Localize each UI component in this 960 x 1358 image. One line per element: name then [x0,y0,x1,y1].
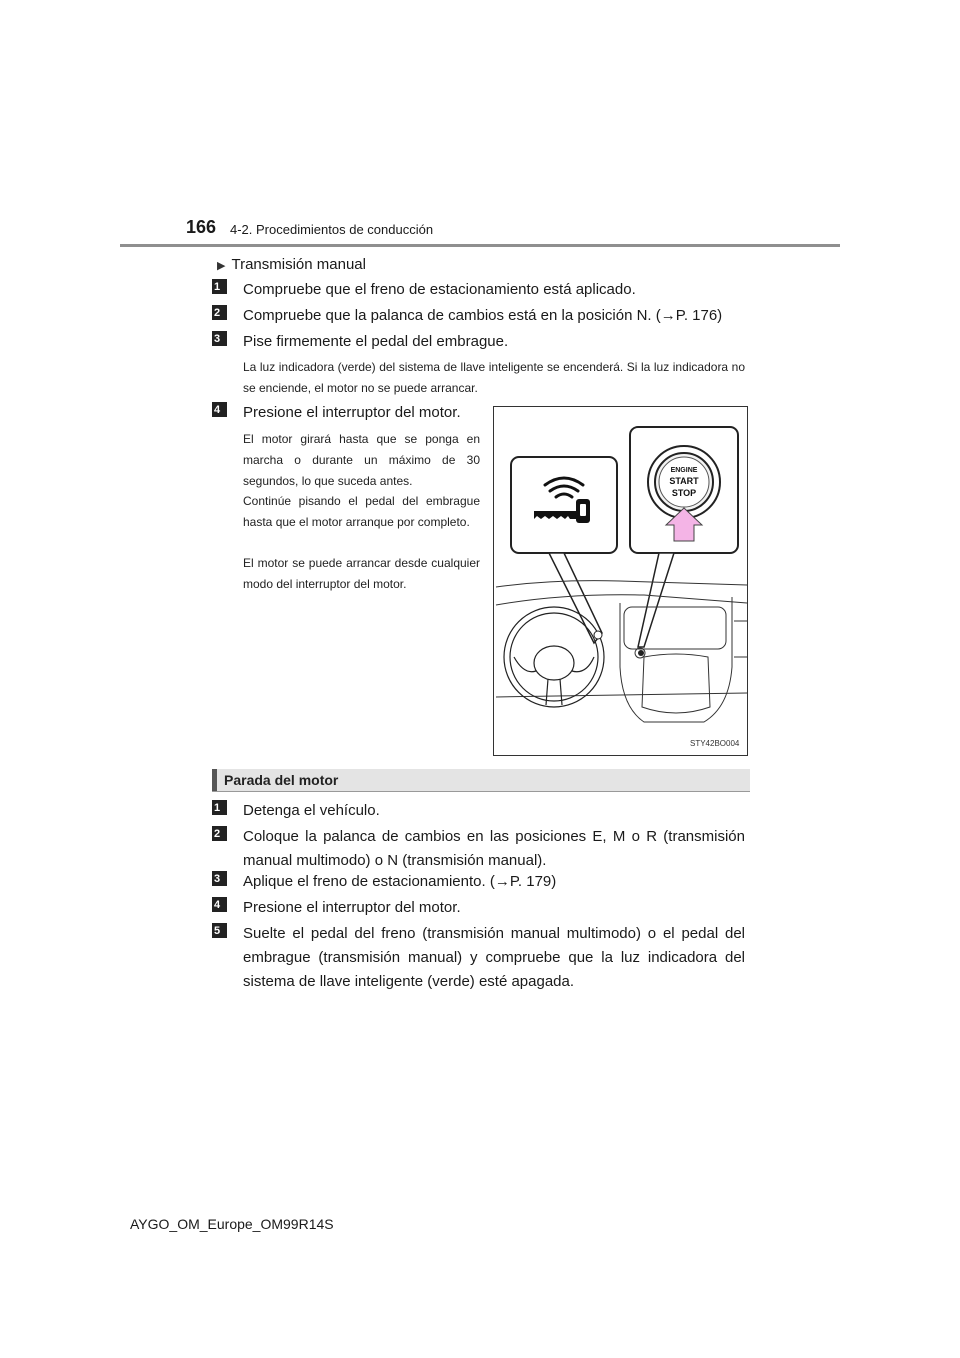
engine-switch-illustration [493,406,748,756]
indicator-light-icon [594,631,602,639]
step-4-note-3: El motor se puede arrancar desde cualquier modo del interruptor del motor. [243,556,480,591]
steering-wheel-icon [504,607,604,707]
button-label-stop: STOP [671,488,697,498]
step-number-1: 1 [212,279,227,294]
step-3-note: La luz indicadora (verde) del sistema de llave inteligente se encenderá. Si la luz indicadora no se enciende, el motor no se puede arrancar. [243,360,745,395]
subheading-manual-transmission [217,256,366,273]
step-4-note-2: Continúe pisando el pedal del embrague hasta que el motor arranque por completo. [243,494,480,529]
stop-step-number-4: 4 [212,897,227,912]
section-header-stop-engine [212,769,750,791]
stop-step-2-text: Coloque la palanca de cambios en las posiciones E, M o R (transmisión manual multimodo) o N (transmisión manual). [243,828,745,869]
stop-step-number-5: 5 [212,923,227,938]
stop-step-3-text: Aplique el freno de estacionamiento. (→P. 179) [243,873,557,890]
stop-step-5-text: Suelte el pedal del freno (transmisión manual multimodo) o el pedal del embrague (transmisión manual) y compruebe que la luz indicadora del sistema de llave inteligente (verde) esté apagada. [243,925,745,990]
step-number-2: 2 [212,305,227,320]
button-label-engine: ENGINE [670,467,698,474]
leader-line-button [638,553,674,647]
page-number: 166 [186,217,217,237]
button-label-start: START [669,476,699,486]
step-number-3: 3 [212,331,227,346]
header-divider [120,244,840,247]
key-indicator-callout [511,457,617,553]
document-id: AYGO_OM_Europe_OM99R14S [130,1216,334,1232]
stop-step-number-1: 1 [212,800,227,815]
stop-step-1-text: Detenga el vehículo. [243,802,380,819]
step-2-text: Compruebe que la palanca de cambios está en la posición N. (→P. 176) [243,307,723,324]
dashboard-outline [496,581,747,722]
stop-step-number-2: 2 [212,826,227,841]
stop-step-number-3: 3 [212,871,227,886]
section-divider [212,791,750,792]
section-accent [212,769,217,791]
stop-step-4-text: Presione el interruptor del motor. [243,899,461,916]
engine-switch-location-icon [638,650,644,656]
step-1-text: Compruebe que el freno de estacionamiento está aplicado. [243,281,636,298]
subheading-text: Transmisión manual [231,256,366,273]
triangle-bullet-icon: ▶ [217,260,226,272]
figure-code: STY42BO004 [690,739,740,748]
dashboard-drawing [494,407,747,755]
leader-line-key [549,553,602,643]
section-header-label: Parada del motor [224,772,339,788]
section-title: 4-2. Procedimientos de conducción [230,222,434,237]
step-4-text: Presione el interruptor del motor. [243,404,461,421]
step-4-note-1: El motor girará hasta que se ponga en marcha o durante un máximo de 30 segundos, lo que suceda antes. [243,432,480,488]
step-number-4: 4 [212,402,227,417]
step-3-text: Pise firmemente el pedal del embrague. [243,333,509,350]
